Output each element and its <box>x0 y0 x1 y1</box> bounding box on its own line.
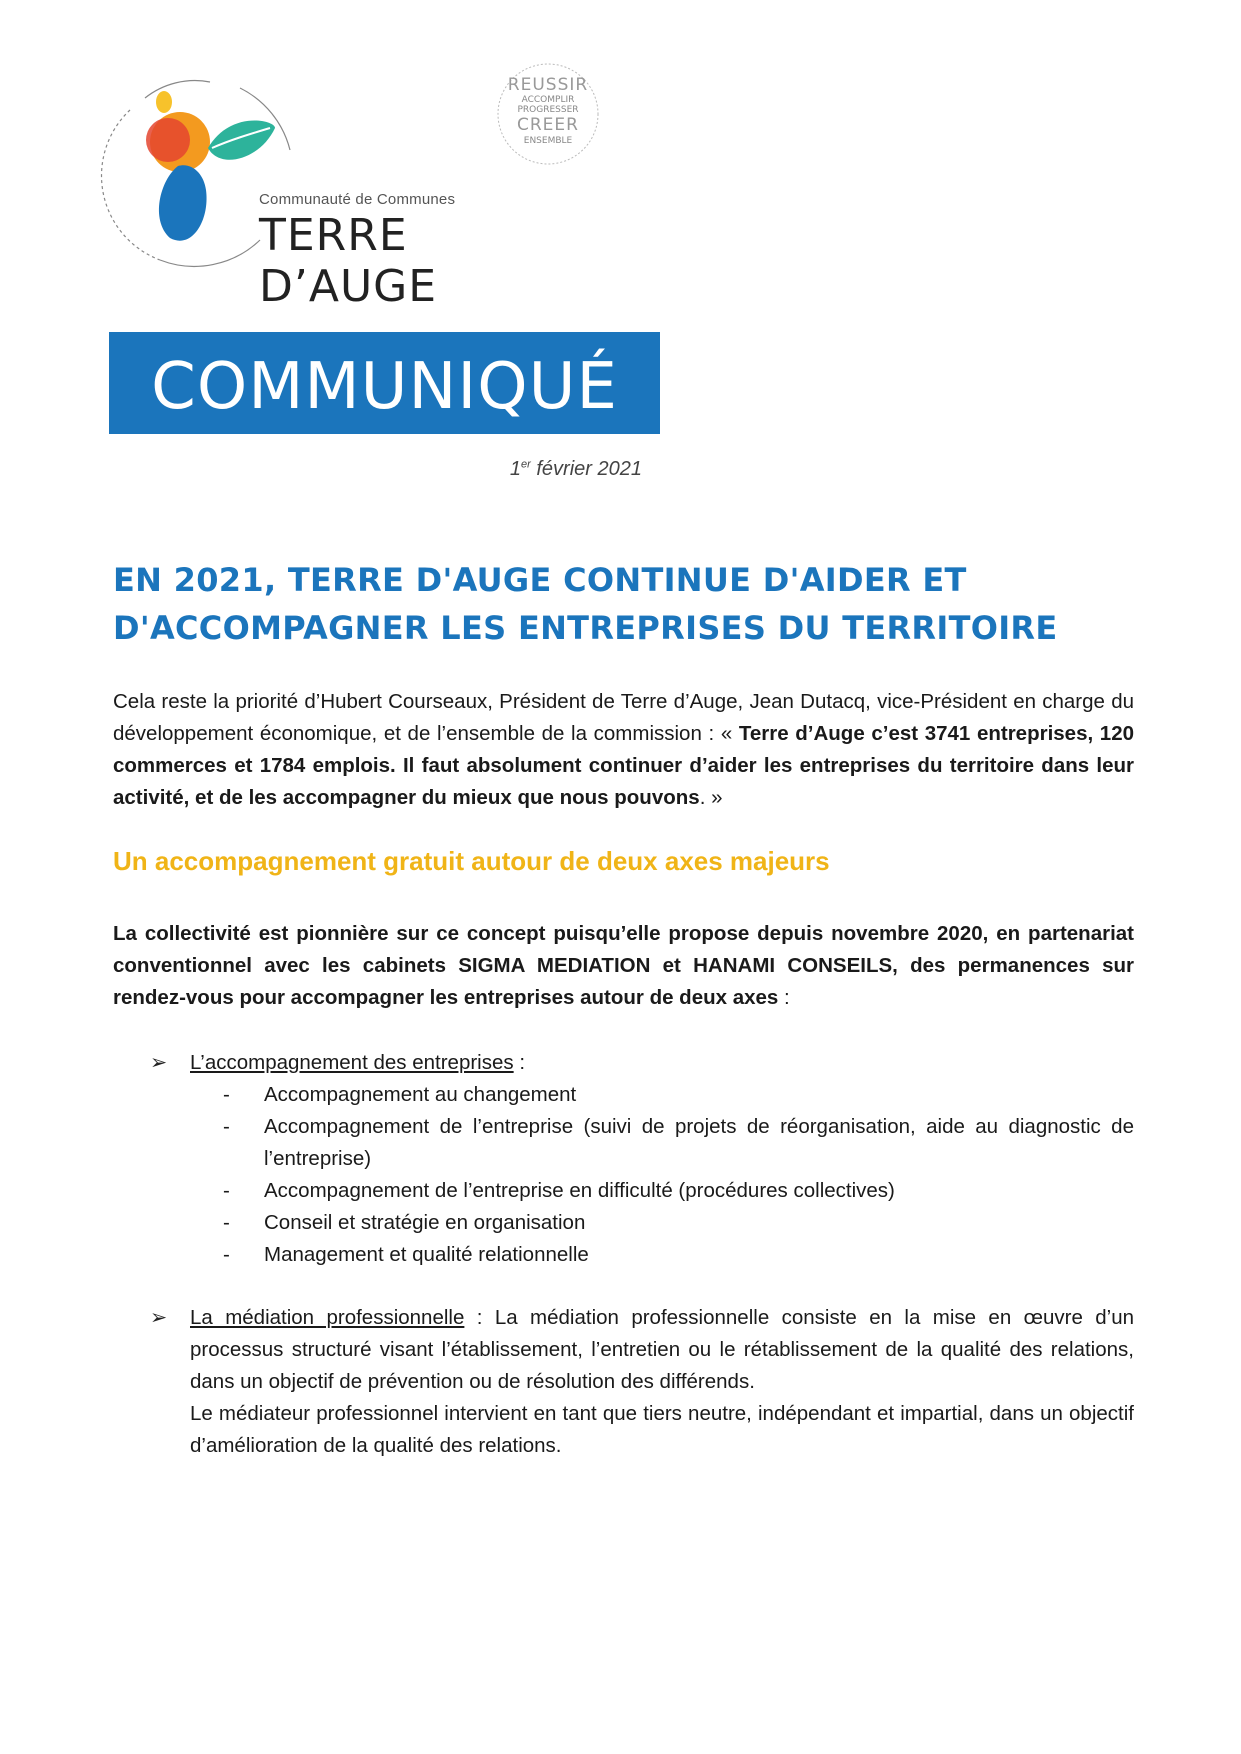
seal-line: ACCOMPLIR <box>521 95 575 105</box>
title-line-1: EN 2021, TERRE D'AUGE CONTINUE D'AIDER ET <box>113 561 967 599</box>
seal-line: CREER <box>517 115 579 135</box>
mediation-text: : La médiation professionnelle consiste en la mise en œuvre d’un processus structuré visant l’établissement, l’entretien ou le rétablissement de la qualité des relations, dans un objectif de prévention ou de résolution des différends. <box>190 1306 1134 1393</box>
banner-label: COMMUNIQUÉ <box>151 350 618 424</box>
arrow-bullet-icon: ➢ <box>150 1051 168 1074</box>
accompagnement-list <box>223 1079 1134 1271</box>
list-item: - Conseil et stratégie en organisation <box>223 1211 586 1234</box>
intro-paragraph <box>113 686 1134 814</box>
list-item: - Accompagnement au changement <box>223 1083 577 1106</box>
communique-banner <box>109 332 660 434</box>
title-line-2: D'ACCOMPAGNER LES ENTREPRISES DU TERRITOIRE <box>113 609 1058 647</box>
list-item: - Management et qualité relationnelle <box>223 1243 589 1266</box>
release-date <box>400 458 642 481</box>
section-heading: Un accompagnement gratuit autour de deux axes majeurs <box>113 846 830 876</box>
reussir-ensemble-seal <box>494 60 602 168</box>
org-name: TERRE D’AUGE <box>259 210 438 312</box>
bullet-label: L’accompagnement des entreprises <box>190 1051 514 1074</box>
intro-bold-quote: Terre d’Auge c’est 3741 entreprises, 120 commerces et 1784 emplois. Il faut absolument continuer d’aider les entreprises du territoire dans leur activité, et de les accompagner du mieux que nous pouvons <box>113 722 1134 809</box>
date-rest: février 2021 <box>536 458 642 480</box>
concept-bold: La collectivité est pionnière sur ce concept puisqu’elle propose depuis novembre 2020, en partenariat conventionnel avec les cabinets SIGMA MEDIATION et HANAMI CONSEILS, des permanences sur rendez-vous pour accompagner les entreprises autour de deux axes <box>113 922 1134 1009</box>
arrow-bullet-icon: ➢ <box>150 1306 168 1329</box>
seal-line: REUSSIR <box>507 75 589 95</box>
page-title <box>113 556 1133 652</box>
bullet-label: La médiation professionnelle <box>190 1306 465 1329</box>
terre-dauge-logo <box>100 70 560 312</box>
intro-plain: Cela reste la priorité d’Hubert Courseaux, Président de Terre d’Auge, Jean Dutacq, vice-Président en charge du développement économique, et de l’ensemble de la commission : « <box>113 690 1134 745</box>
seal-line: PROGRESSER <box>517 105 579 115</box>
list-item: - Accompagnement de l’entreprise en difficulté (procédures collectives) <box>223 1179 895 1202</box>
org-subtitle: Communauté de Communes <box>259 191 456 208</box>
concept-paragraph <box>113 918 1134 1014</box>
concept-end: : <box>778 986 790 1009</box>
mediation-text-2: Le médiateur professionnel intervient en tant que tiers neutre, indépendant et impartial, dans un objectif d’amélioration de la qualité des relations. <box>190 1402 1134 1457</box>
seal-line: ENSEMBLE <box>523 136 573 146</box>
bullet-suffix: : <box>513 1051 526 1074</box>
date-day: 1 <box>509 458 522 480</box>
intro-end: . » <box>699 786 723 809</box>
list-item: - Accompagnement de l’entreprise (suivi de projets de réorganisation, aide au diagnostic de l’entreprise) <box>223 1115 1134 1170</box>
date-suffix: er <box>521 458 531 471</box>
